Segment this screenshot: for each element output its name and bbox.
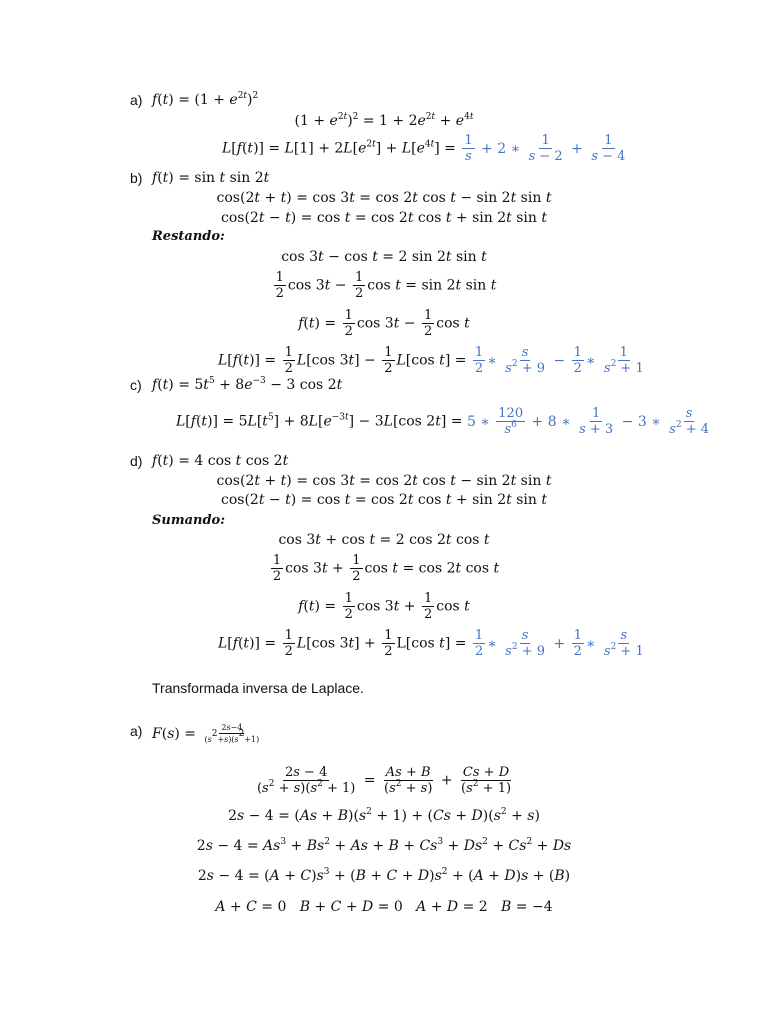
result-b: $\frac{1}{2}$ ∗ $\frac{s}{s^2 + 9}$ − $\frac{1}{2}$ ∗ $\frac{1}{s^2 + 1}$ (474, 345, 644, 376)
equation-c-function: $f(t) = 5t^5 + 8e^{-3} - 3$ cos 2t (152, 376, 343, 393)
item-label-c: c) (130, 377, 142, 393)
item-label-a: a) (130, 92, 143, 108)
equation-b-step1: cos 3t − cos t = 2 sin 2t sin t (281, 249, 487, 265)
equation-d-laplace: L[f(t)] = $\frac{1}{2}$ L[cos 3t] + $\frac{1}{2}$ L[cos t] = $\frac{1}{2}$ ∗ $\frac{s}{s^2 + 9}$ + $\frac{1}{2}$ ∗ $\frac{s}{s^2 + 1}$ (218, 628, 648, 659)
identity-d-1: cos(2t + t) = cos 3t = cos 2t cos t − sin 2t sin t (216, 473, 552, 489)
identity-d-2: cos(2t − t) = cos t = cos 2t cos t + sin 2t sin t (220, 492, 548, 508)
equation-inverse-step3: $2s - 4 = (A + C)s^3 + (B + C + D)s^2 + (A + D)s + (B)$ (197, 867, 571, 884)
equation-inverse-step1: $2s - 4 = (As + B)(s^2 + 1) + (Cs + D)(s^2 + s)$ (228, 807, 540, 824)
item-label-b: b) (130, 170, 143, 186)
equation-a-laplace: $L[f(t)] = L[1] + 2L[e^{2t}] + L[e^{4t}]$ = $\frac{1}{s}$ + 2 ∗ $\frac{1}{s - 2}$ + $\frac{1}{s - 4}$ (222, 133, 629, 164)
identity-b-1: cos(2t + t) = cos 3t = cos 2t cos t − sin 2t sin t (216, 190, 552, 206)
operation-label-d: Sumando: (152, 513, 226, 528)
result-a: $\frac{1}{s}$ + 2 ∗ $\frac{1}{s - 2}$ + $\frac{1}{s - 4}$ (464, 133, 626, 164)
section-heading-inverse: Transformada inversa de Laplace. (152, 680, 364, 696)
result-c: 5 ∗ $\frac{120}{s^6}$ + 8 ∗ $\frac{1}{s + 3}$ − 3 ∗ $\frac{s}{s^2 + 4}$ (466, 406, 709, 437)
equation-a-function: $f(t) = (1 + e^{2t})^2$ (152, 91, 259, 108)
equation-b-step3: f(t) = $\frac{1}{2}$ cos 3t − $\frac{1}{2}$ cos t (298, 308, 470, 339)
item-label-d: d) (130, 453, 143, 469)
equation-d-function: f(t) = 4 cos t cos 2t (152, 453, 289, 469)
equation-d-step2: $\frac{1}{2}$ cos 3t + $\frac{1}{2}$ cos t = cos 2t cos t (272, 553, 500, 584)
equation-inverse-system: A + C = 0 B + C + D = 0 A + D = 2 B = −4 (215, 899, 553, 915)
equation-b-laplace: L[f(t)] = $\frac{1}{2}$ L[cos 3t] − $\frac{1}{2}$ L[cos t] = $\frac{1}{2}$ ∗ $\frac{s}{s^2 + 9}$ − $\frac{1}{2}$ ∗ $\frac{1}{s^2 + 1}$ (218, 345, 648, 376)
equation-b-function: f(t) = sin t sin 2t (152, 170, 270, 186)
equation-inverse-step2: $2s - 4 = As^3 + Bs^2 + As + B + Cs^3 + Ds^2 + Cs^2 + Ds$ (196, 837, 572, 854)
equation-d-step1: cos 3t + cos t = 2 cos 2t cos t (278, 532, 490, 548)
equation-a-expansion: $(1 + e^{2t})^2 = 1 + 2e^{2t} + e^{4t}$ (294, 112, 474, 129)
item-label-inverse-a: a) (130, 723, 143, 739)
equation-inverse-function: F(s) = $\frac{2s-4}{(s^2+s)(s^2+1)}$ (152, 723, 260, 744)
result-d: $\frac{1}{2}$ ∗ $\frac{s}{s^2 + 9}$ + $\frac{1}{2}$ ∗ $\frac{s}{s^2 + 1}$ (474, 628, 644, 659)
equation-c-laplace: $L[f(t)] = 5L[t^5] + 8L[e^{-3t}] - 3L[\cos$ 2t] = 5 ∗ $\frac{120}{s^6}$ + 8 ∗ $\frac{1}{s + 3}$ − 3 ∗ $\frac{s}{s^2 + 4}$ (176, 406, 713, 437)
equation-partial-fractions: $\frac{2s - 4}{(s^2 + s)(s^2 + 1)}$ = $\frac{As + B}{(s^2 + s)}$ + $\frac{Cs + D}{(s^2 + 1)}$ (256, 765, 512, 796)
equation-b-step2: $\frac{1}{2}$ cos 3t − $\frac{1}{2}$ cos t = sin 2t sin t (275, 270, 497, 301)
operation-label-b: Restando: (152, 229, 225, 244)
equation-d-step3: f(t) = $\frac{1}{2}$ cos 3t + $\frac{1}{2}$ cos t (298, 591, 470, 622)
identity-b-2: cos(2t − t) = cos t = cos 2t cos t + sin 2t sin t (220, 210, 548, 226)
